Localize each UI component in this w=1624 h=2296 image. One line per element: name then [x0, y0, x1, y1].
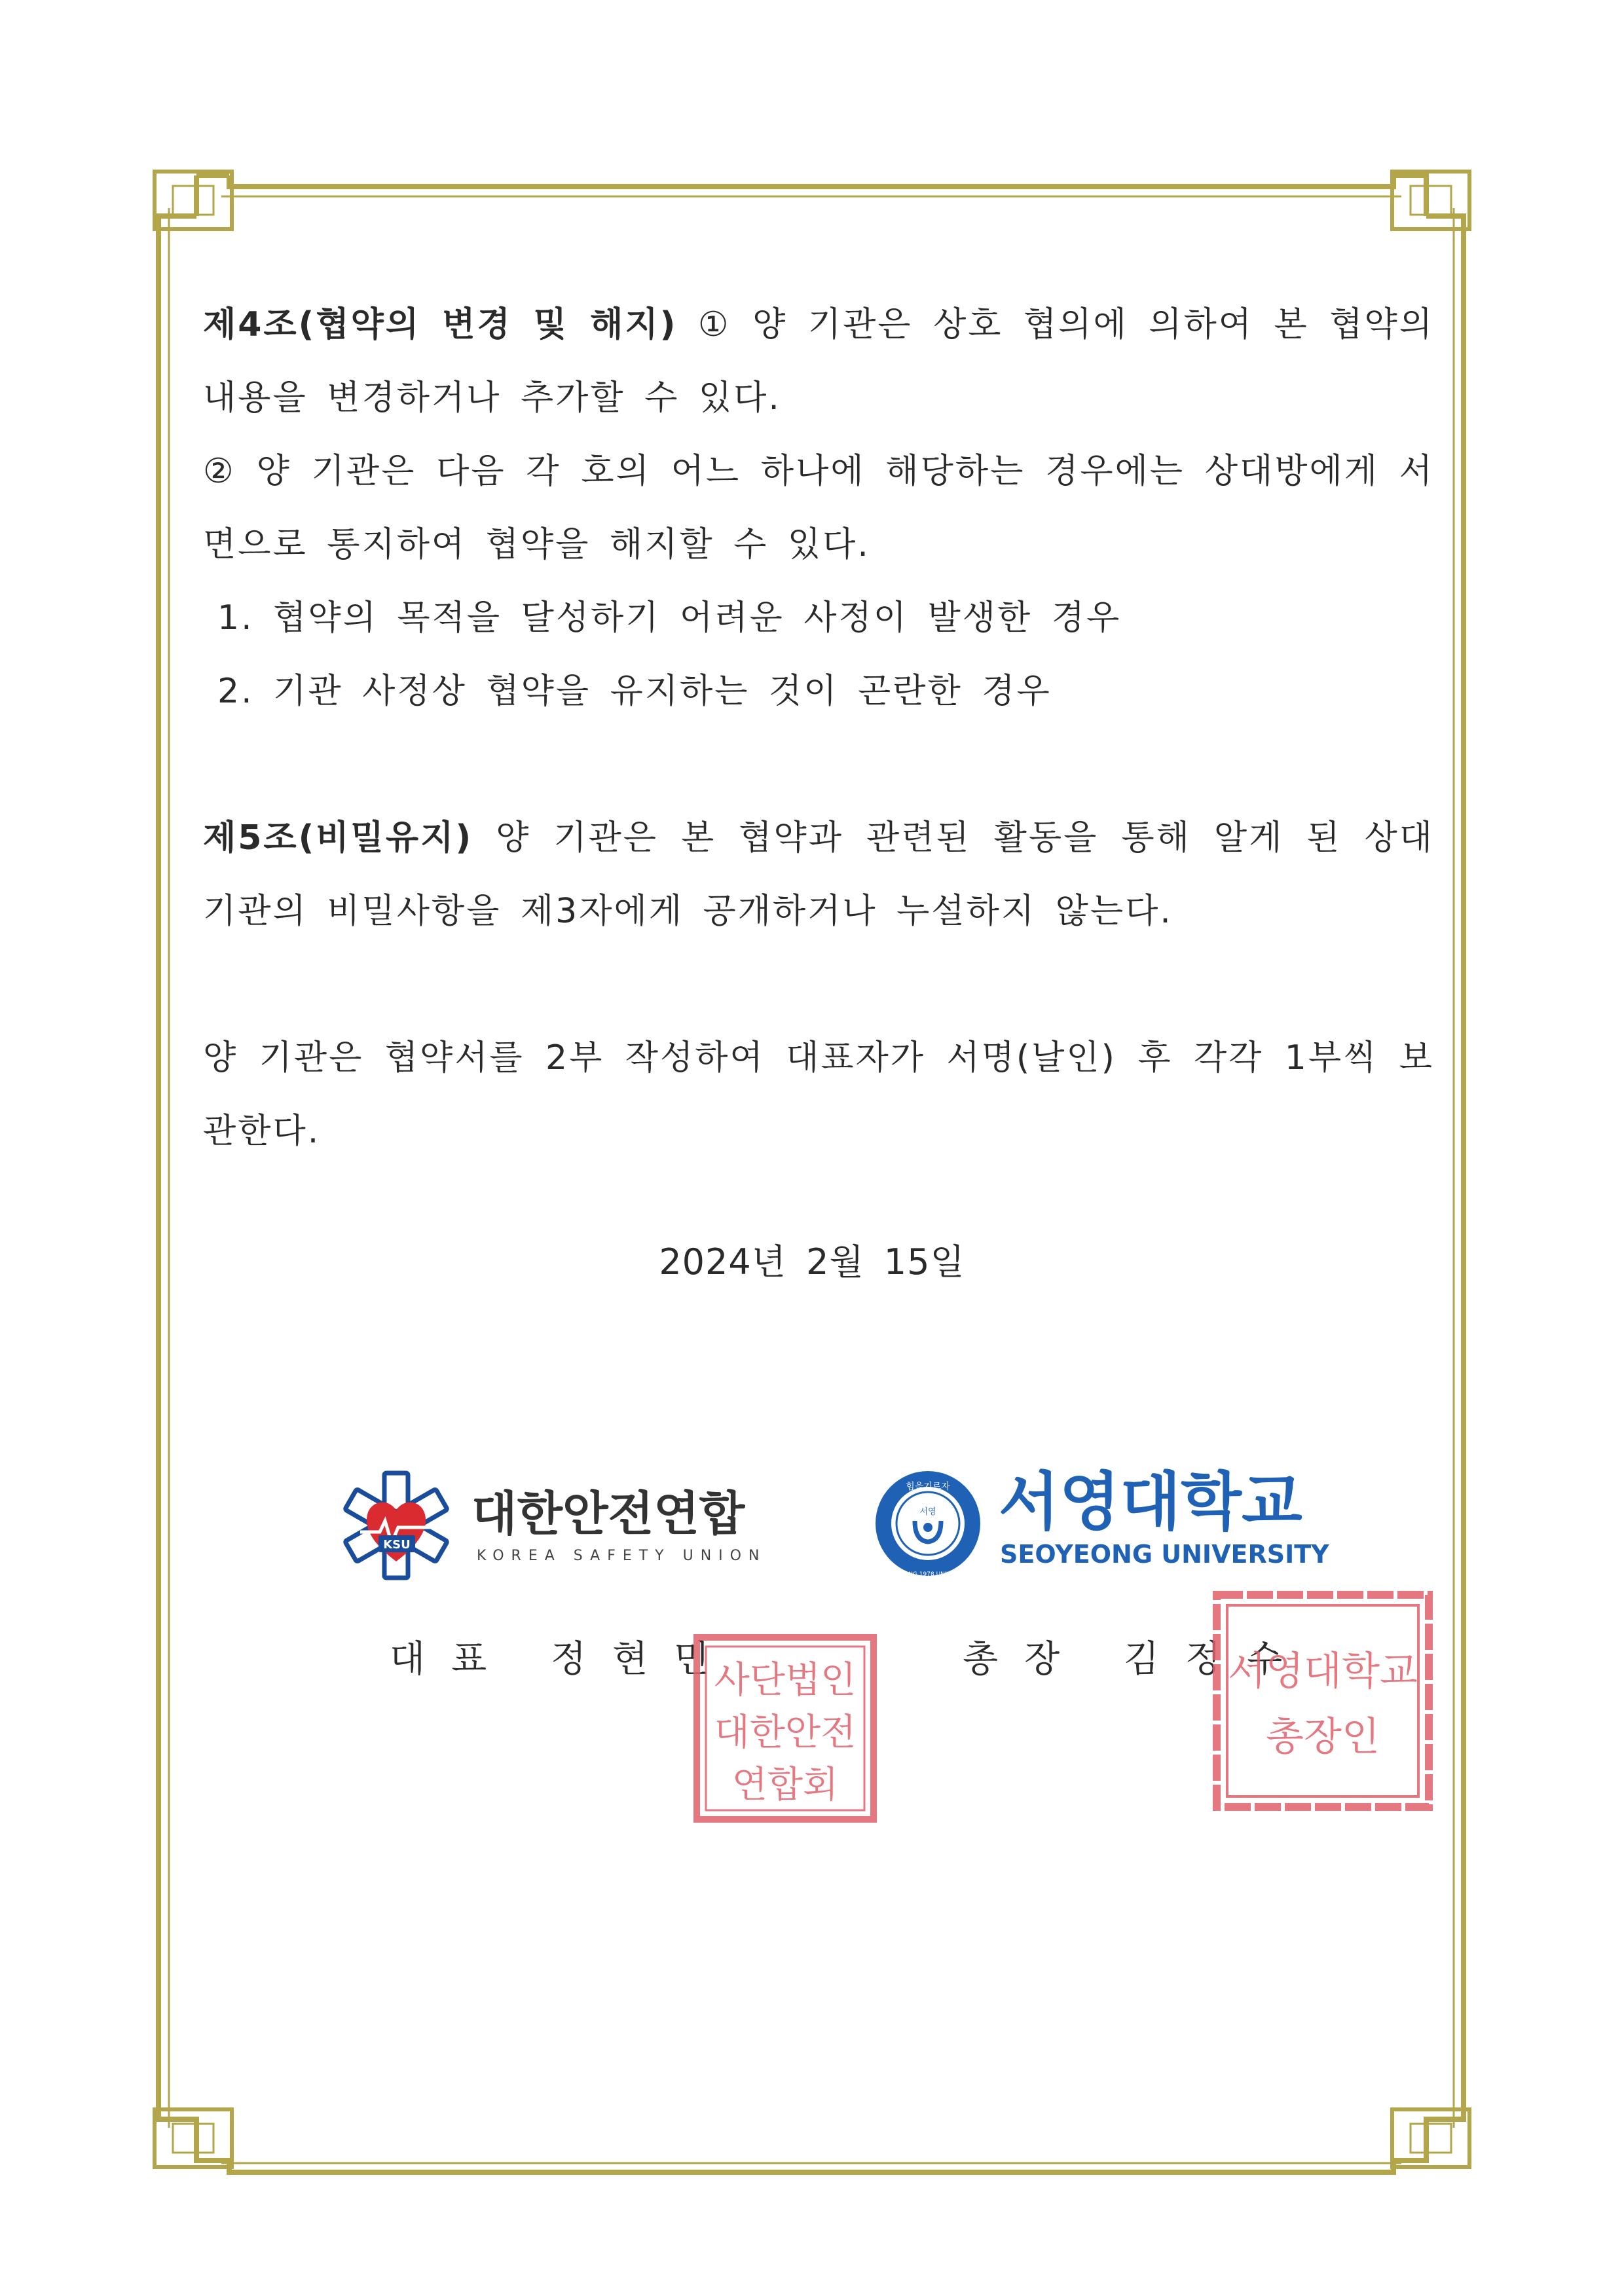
emblem-motto: 힘을기르자	[906, 1482, 950, 1492]
article-4-clause-1-text: ① 양 기관은 상호 협의에 의하여 본 협약의 내용을 변경하거나 추가할 수 있다.	[203, 305, 1434, 418]
article-5-text: 양 기관은 본 협약과 관련된 활동을 통해 알게 된 상대 기관의 비밀사항을 제3자에게 공개하거나 누설하지 않는다.	[203, 818, 1434, 931]
seal-left-line-2: 대한안전	[714, 1711, 857, 1754]
closing-statement: 양 기관은 협약서를 2부 작성하여 대표자가 서명(날인) 후 각각 1부씩 보관한다.	[203, 1038, 1434, 1151]
star-of-life-icon	[345, 1473, 448, 1578]
university-logo-name: 서영대학교	[999, 1465, 1302, 1539]
article-4-item-1: 1. 협약의 목적을 달성하기 어려운 사정이 발생한 경우	[217, 598, 1122, 638]
university-logo-subtext: SEOYEONG UNIVERSITY	[1000, 1540, 1329, 1569]
ksu-badge-text: KSU	[383, 1538, 411, 1552]
seal-left-line-3: 연합회	[731, 1764, 839, 1806]
article-4-item-2: 2. 기관 사정상 협약을 유지하는 것이 곤란한 경우	[217, 672, 1052, 711]
seoyeong-university-logo	[874, 1463, 1346, 1581]
seal-right-line-1: 서영대학교	[1228, 1649, 1418, 1694]
agreement-date: 2024년 2월 15일	[659, 1241, 965, 1283]
seal-right-line-2: 총장인	[1266, 1714, 1380, 1760]
article-4-clause-1	[203, 288, 1434, 435]
article-5-heading: 제5조(비밀유지)	[203, 818, 473, 858]
university-emblem-icon	[876, 1471, 980, 1578]
article-4-heading: 제4조(협약의 변경 및 해지)	[203, 305, 678, 344]
emblem-center-text: 서영	[919, 1507, 936, 1517]
ksu-official-seal	[693, 1633, 877, 1823]
agreement-body	[203, 288, 1434, 1168]
article-4-clause-2: ② 양 기관은 다음 각 호의 어느 하나에 해당하는 경우에는 상대방에게 서면으로 통지하여 협약을 해지할 수 있다.	[203, 452, 1434, 564]
ksu-logo	[341, 1470, 767, 1581]
signatory-right: 총장 김정수	[963, 1638, 1309, 1681]
ksu-logo-subtext: KOREA SAFETY UNION	[477, 1548, 767, 1564]
seal-left-line-1: 사단법인	[714, 1659, 857, 1702]
emblem-ring-text: SEOYEONG 1978 UNIVERSITY	[884, 1571, 972, 1578]
university-official-seal	[1211, 1590, 1434, 1812]
signatory-left: 대표 정현민	[390, 1638, 736, 1681]
ksu-logo-name: 대한안전연합	[471, 1486, 745, 1541]
article-5	[203, 801, 1434, 948]
